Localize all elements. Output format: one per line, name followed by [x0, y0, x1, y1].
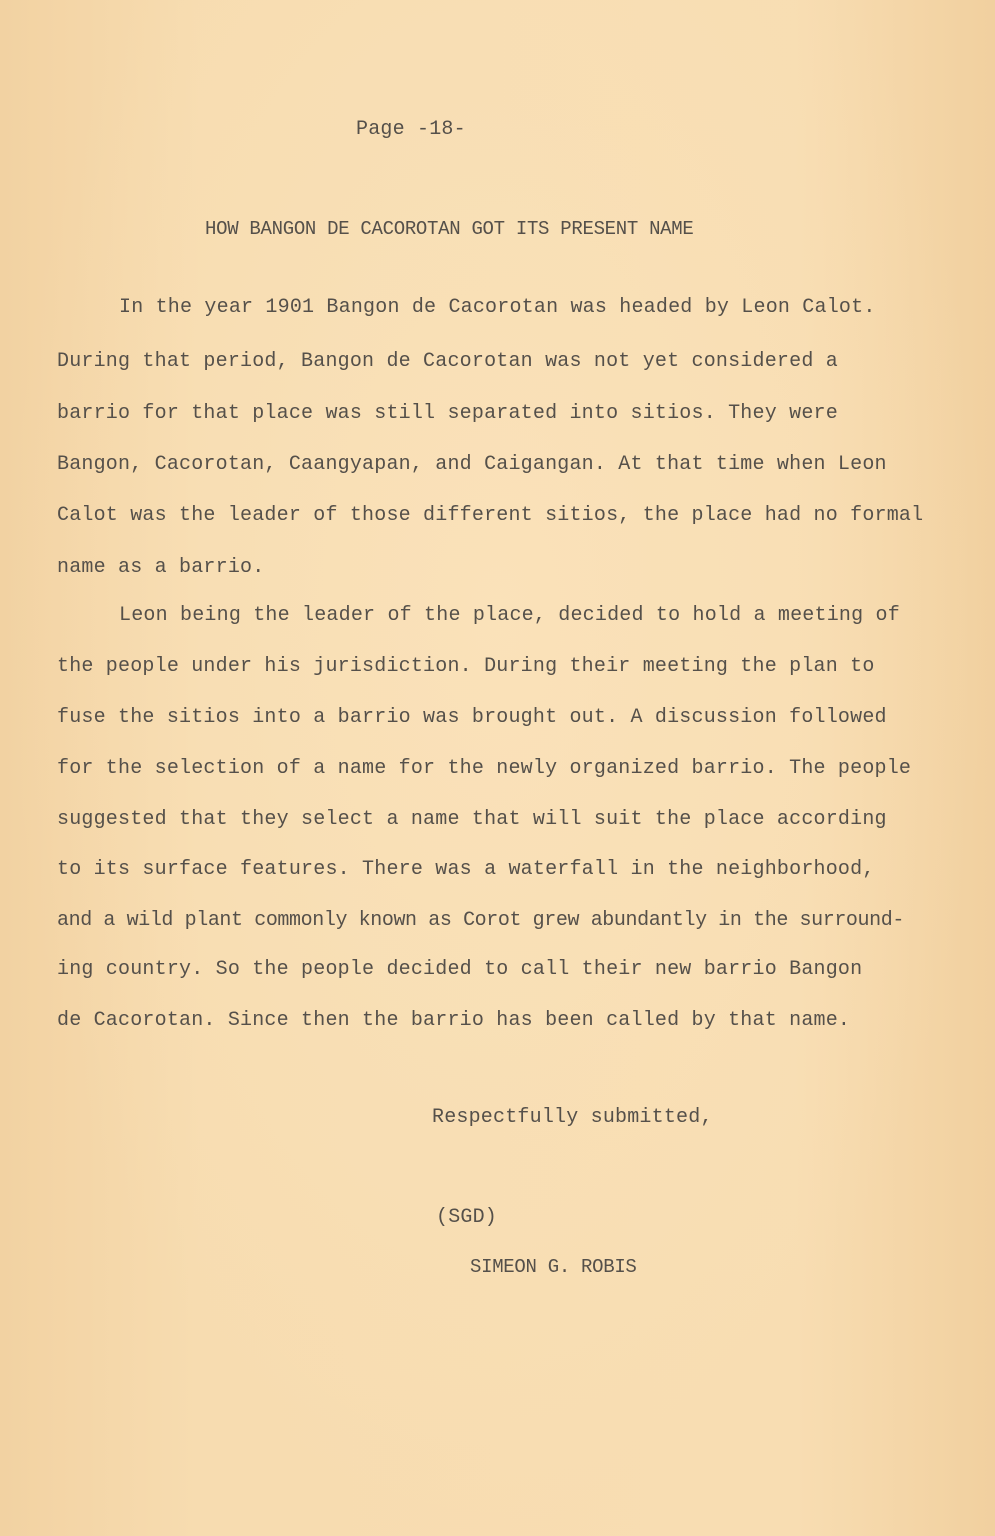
- body-line: ing country. So the people decided to call their new barrio Bangon: [57, 958, 863, 981]
- body-line: suggested that they select a name that will suit the place according: [57, 808, 887, 831]
- body-line: to its surface features. There was a waterfall in the neighborhood,: [57, 858, 875, 881]
- body-line: Leon being the leader of the place, decided to hold a meeting of: [119, 604, 900, 627]
- body-line: for the selection of a name for the newly organized barrio. The people: [57, 757, 912, 780]
- body-line: fuse the sitios into a barrio was brought out. A discussion followed: [57, 706, 887, 729]
- body-line: Bangon, Cacorotan, Caangyapan, and Caigangan. At that time when Leon: [57, 453, 887, 476]
- body-line: barrio for that place was still separated into sitios. They were: [57, 402, 838, 425]
- body-line: In the year 1901 Bangon de Cacorotan was headed by Leon Calot.: [119, 296, 876, 319]
- body-line: and a wild plant commonly known as Corot grew abundantly in the surround-: [57, 909, 904, 932]
- body-line: the people under his jurisdiction. During their meeting the plan to: [57, 655, 875, 678]
- signed-mark: (SGD): [436, 1206, 498, 1229]
- body-line: de Cacorotan. Since then the barrio has been called by that name.: [57, 1009, 851, 1032]
- body-line: name as a barrio.: [57, 556, 265, 579]
- body-line: During that period, Bangon de Cacorotan was not yet considered a: [57, 350, 838, 373]
- signatory-name: SIMEON G. ROBIS: [470, 1256, 637, 1278]
- closing-line: Respectfully submitted,: [432, 1106, 713, 1129]
- page-number: Page -18-: [356, 118, 466, 141]
- body-line: Calot was the leader of those different sitios, the place had no formal: [57, 504, 924, 527]
- document-title: HOW BANGON DE CACOROTAN GOT ITS PRESENT NAME: [205, 218, 694, 240]
